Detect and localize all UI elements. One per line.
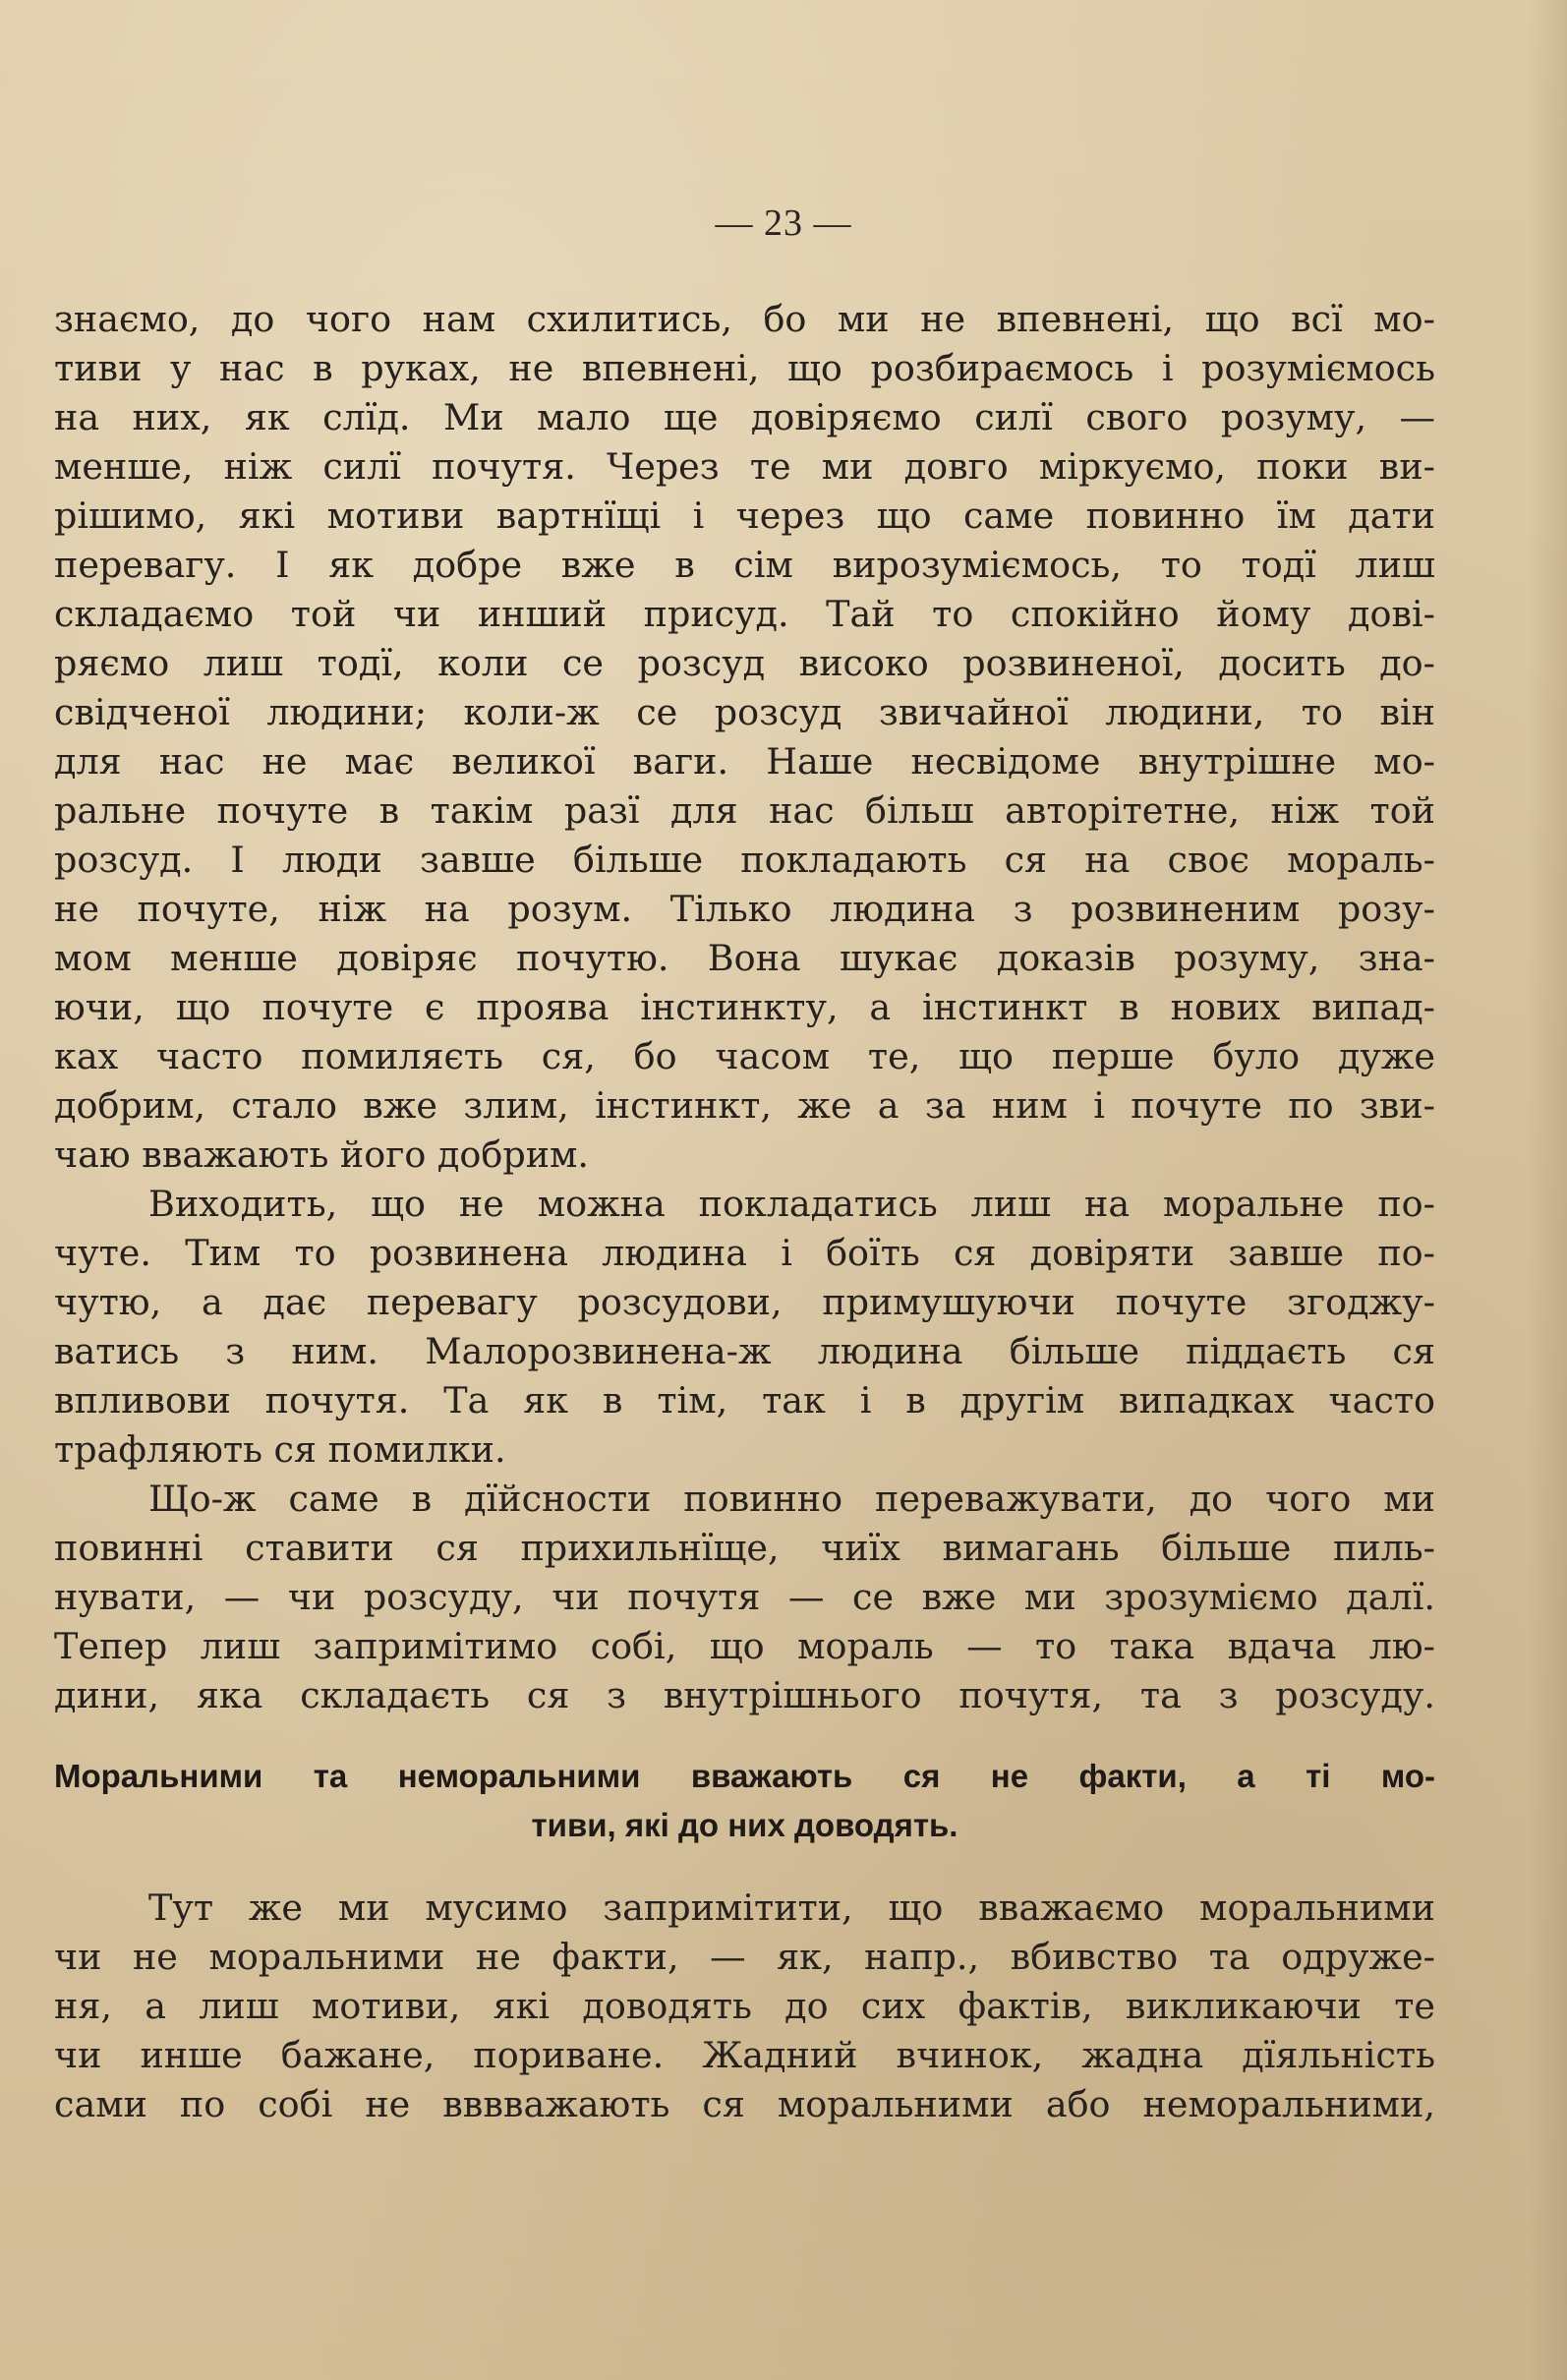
text-line: ках часто помиляєть ся, бо часом те, що перше було дуже: [54, 1035, 1435, 1077]
text-line: дини, яка складаєть ся з внутрішнього почутя, та з розсуду.: [54, 1674, 1435, 1716]
text-line: Тут же ми мусимо запримітити, що вважаємо моральними: [148, 1887, 1435, 1929]
text-line: чи инше бажане, пориване. Жадний вчинок, жадна дїяльність: [54, 2034, 1435, 2076]
heading-line: тиви, які до них доводять.: [531, 1807, 958, 1843]
text-line: менше, ніж силї почутя. Через те ми довго міркуємо, поки ви-: [54, 445, 1435, 488]
paragraph-2: [54, 1180, 1435, 1475]
text-line: сами по собі не вввважають ся моральними або неморальними,: [54, 2083, 1435, 2125]
text-line: тиви у нас в руках, не впевнені, що розбираємось і розуміємось: [54, 347, 1435, 389]
text-line: чутю, а дає перевагу розсудови, примушуючи почуте згоджу-: [54, 1281, 1435, 1323]
paragraph-4: [54, 1884, 1435, 2129]
text-line: ряємо лиш тодї, коли се розсуд високо розвиненої, досить до-: [54, 642, 1435, 684]
text-line: повинні ставити ся прихильнїще, чиїх вимагань більше пиль-: [54, 1527, 1435, 1569]
text-line: мом менше довіряє почутю. Вона шукає доказів розуму, зна-: [54, 937, 1435, 979]
text-line: для нас не має великої ваги. Наше несвідоме внутрішне мо-: [54, 740, 1435, 783]
text-line: нувати, — чи розсуду, чи почутя — се вже ми зрозуміємо далї.: [54, 1576, 1435, 1618]
text-line: ральне почуте в такім разї для нас більш авторітетне, ніж той: [54, 789, 1435, 832]
text-line: не почуте, ніж на розум. Тілько людина з розвиненим розу-: [54, 888, 1435, 930]
text-line: Тепер лиш запримітимо собі, що мораль — то така вдача лю-: [54, 1625, 1435, 1667]
page-edge-shadow: [1528, 0, 1567, 2380]
text-line: на них, як слїд. Ми мало ще довіряємо силї свого розуму, —: [54, 396, 1435, 438]
section-heading: [54, 1752, 1435, 1850]
paragraph-3: [54, 1475, 1435, 1720]
text-line: ватись з ним. Малорозвинена-ж людина більше піддаєть ся: [54, 1330, 1435, 1372]
text-line: Виходить, що не можна покладатись лиш на моральне по-: [148, 1183, 1435, 1225]
text-line: рішимо, які мотиви вартнїщі і через що саме повинно їм дати: [54, 494, 1435, 537]
text-line: ня, а лиш мотиви, які доводять до сих фактів, викликаючи те: [54, 1985, 1435, 2027]
text-line: чаю вважають його добрим.: [54, 1133, 590, 1176]
text-line: добрим, стало вже злим, інстинкт, же а за ним і почуте по зви-: [54, 1084, 1435, 1127]
paragraph-1: [54, 295, 1435, 1180]
text-line: трафляють ся помилки.: [54, 1428, 506, 1471]
page-number: — 23 —: [715, 203, 852, 244]
text-line: складаємо той чи инший присуд. Тай то спокійно йому дові-: [54, 593, 1435, 635]
text-line: впливови почутя. Та як в тім, так і в другім випадках часто: [54, 1379, 1435, 1422]
text-line: знаємо, до чого нам схилитись, бо ми не впевнені, що всї мо-: [54, 298, 1435, 340]
heading-line: Моральними та неморальними вважають ся не факти, а ті мо-: [54, 1758, 1435, 1794]
text-line: чи не моральними не факти, — як, напр., вбивство та одруже-: [54, 1936, 1435, 1978]
text-line: перевагу. І як добре вже в сім вирозуміємось, то тодї лиш: [54, 544, 1435, 586]
text-line: розсуд. І люди завше більше покладають ся на своє мораль-: [54, 839, 1435, 881]
text-line: Що-ж саме в дїйсности повинно переважувати, до чого ми: [148, 1478, 1435, 1520]
text-line: ючи, що почуте є проява інстинкту, а інстинкт в нових випад-: [54, 986, 1435, 1028]
text-line: чуте. Тим то розвинена людина і боїть ся довіряти завше по-: [54, 1232, 1435, 1274]
text-line: свідченої людини; коли-ж се розсуд звичайної людини, то він: [54, 691, 1435, 733]
body-text: [54, 295, 1435, 2129]
